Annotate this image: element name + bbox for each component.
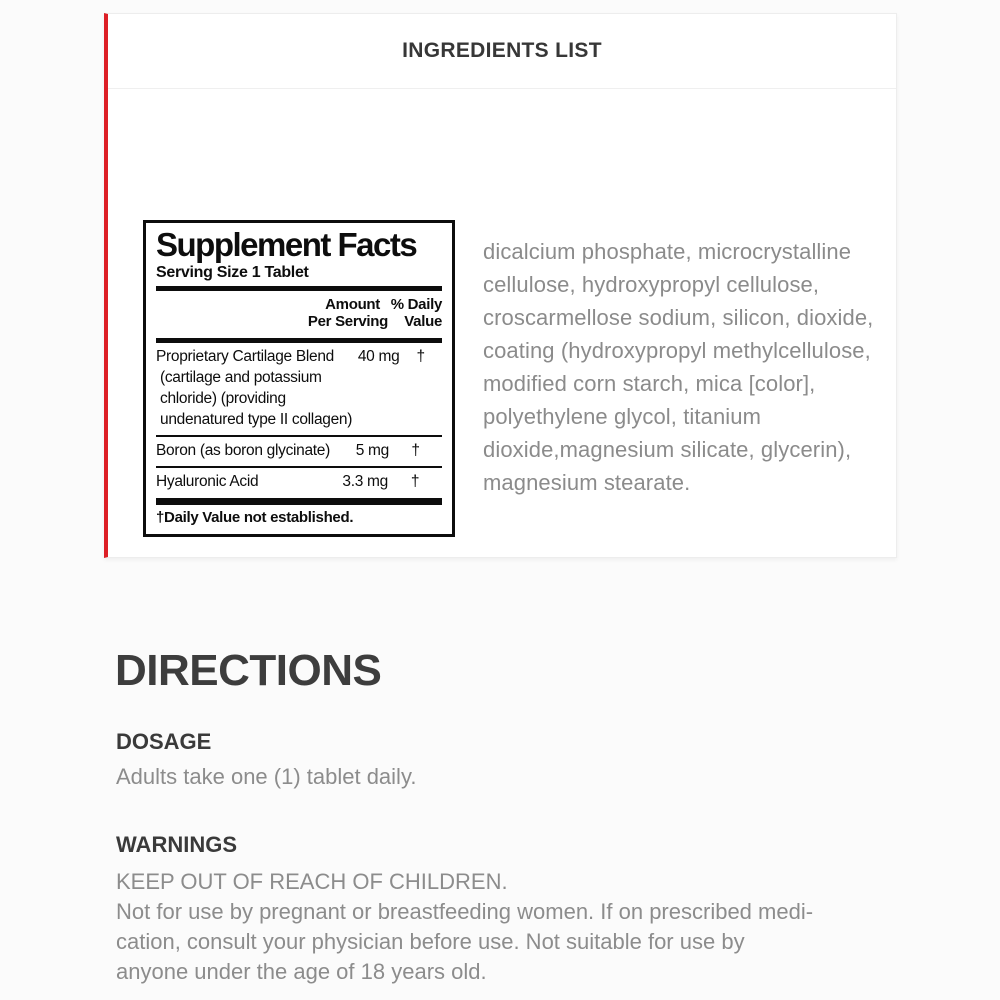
ingredients-card-header — [108, 14, 896, 89]
serving-size-text: Serving Size 1 Tablet — [156, 263, 309, 281]
warnings-text-line: Not for use by pregnant or breastfeeding women. If on prescribed medi- — [116, 899, 814, 924]
ingredient-amount: 3.3 mg — [342, 472, 388, 490]
ingredient-amount: 40 mg — [357, 347, 400, 365]
supplement-facts-label — [143, 220, 455, 537]
ingredient-subline: (cartilage and potassium — [160, 368, 322, 386]
ingredients-card — [104, 13, 897, 558]
ingredients-list-title: INGREDIENTS LIST — [402, 39, 602, 62]
amount-header-line1: Amount — [325, 295, 380, 313]
ingredient-name: Proprietary Cartilage Blend (cartilage and potassium chloride) (providing undenatured type II collagen) — [156, 347, 353, 428]
directions-title: DIRECTIONS — [115, 646, 382, 695]
warnings-text — [116, 897, 813, 987]
amount-per-serving-header — [308, 296, 388, 330]
ingredient-subline: chloride) (providing — [160, 389, 286, 407]
daily-value-header — [388, 296, 442, 330]
ingredient-daily-value: † — [411, 441, 420, 459]
facts-row-boron — [156, 435, 442, 466]
ingredient-daily-value: † — [416, 347, 425, 365]
warnings-text-line: anyone under the age of 18 years old. — [116, 959, 487, 984]
supplement-facts-title: Supplement Facts — [156, 226, 417, 263]
other-ingredients-text: dicalcium phosphate, microcrystalline cellulose, hydroxypropyl cellulose, croscarmellose sodium, silicon, dioxide, coating (hydroxypropyl methylcellulose, modified corn starch, mica [color], polyethylene glycol, titanium dioxide,magnesium silicate, glycerin), magnesium stearate. — [483, 239, 874, 495]
ingredient-amount: 5 mg — [355, 441, 389, 459]
dosage-heading: DOSAGE — [116, 729, 212, 754]
dv-header-line2: Value — [404, 312, 442, 330]
warnings-text-line: cation, consult your physician before use. Not suitable for use by — [116, 929, 745, 954]
warnings-keep-out-text: KEEP OUT OF REACH OF CHILDREN. — [116, 869, 508, 894]
ingredients-card-body — [108, 89, 896, 558]
dv-header-line1: % Daily — [390, 295, 442, 313]
dosage-text: Adults take one (1) tablet daily. — [116, 764, 417, 789]
ingredient-daily-value: † — [410, 472, 420, 490]
amount-header-line2: Per Serving — [307, 312, 388, 330]
facts-row-proprietary-blend — [156, 343, 442, 435]
facts-header-row — [156, 291, 442, 334]
ingredient-subline: undenatured type II collagen) — [160, 410, 353, 428]
facts-row-hyaluronic-acid — [156, 466, 442, 497]
thick-divider — [156, 498, 442, 505]
ingredient-name: Boron (as boron glycinate) — [156, 441, 330, 459]
warnings-heading: WARNINGS — [116, 832, 237, 857]
ingredient-name: Hyaluronic Acid — [156, 472, 259, 490]
daily-value-footnote: †Daily Value not established. — [156, 508, 354, 526]
